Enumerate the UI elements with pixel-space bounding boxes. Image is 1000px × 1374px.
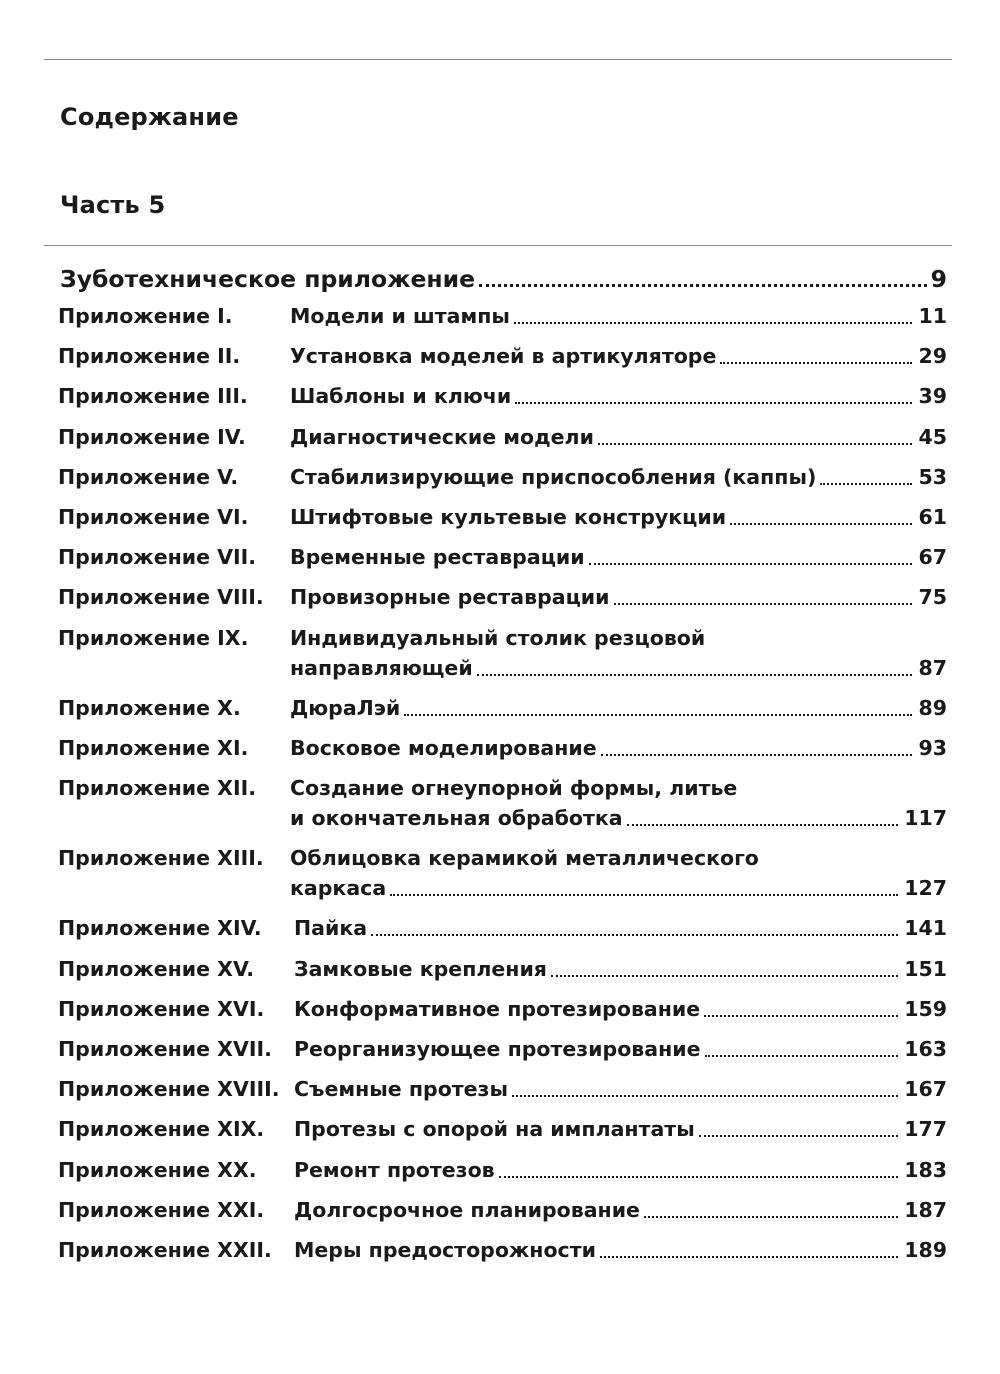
entry-page: 87 — [918, 655, 947, 680]
entry-page: 53 — [918, 464, 947, 489]
entry-page: 167 — [904, 1077, 947, 1102]
entry-title: Шаблоны и ключи — [290, 384, 512, 409]
appendix-label: Приложение III. — [58, 384, 248, 409]
toc-entry[interactable] — [58, 1195, 947, 1225]
entry-title: Ремонт протезов — [294, 1157, 495, 1182]
entry-title: Замковые крепления — [294, 956, 547, 981]
appendix-label: Приложение XVI. — [58, 996, 265, 1021]
entry-row — [290, 301, 947, 331]
toc-entry[interactable] — [58, 954, 947, 984]
leader-dots — [404, 714, 912, 716]
appendix-label: Приложение XV. — [58, 956, 254, 981]
leader-dots — [598, 443, 913, 445]
section-rule — [44, 245, 952, 246]
leader-dots — [514, 322, 913, 324]
part-title: Часть 5 — [60, 191, 166, 219]
entry-page: 75 — [918, 585, 947, 610]
leader-dots — [627, 824, 899, 826]
appendix-label: Приложение XIV. — [58, 916, 262, 941]
entry-page: 177 — [904, 1117, 947, 1142]
entry-title: Модели и штампы — [290, 304, 510, 328]
leader-dots — [477, 674, 913, 676]
entry-title: и окончательная обработка — [290, 806, 623, 831]
entry-body — [294, 1034, 947, 1064]
appendix-label: Приложение IX. — [58, 625, 249, 650]
entry-page: 127 — [904, 876, 947, 901]
toc-entry[interactable] — [58, 301, 947, 331]
entry-page: 163 — [904, 1037, 947, 1061]
appendix-label: Приложение XXI. — [58, 1197, 265, 1222]
entry-row — [294, 1155, 947, 1185]
page-title: Содержание — [60, 103, 239, 131]
entry-title: Протезы с опорой на имплантаты — [294, 1117, 695, 1142]
toc-entry[interactable] — [58, 582, 947, 612]
section-entry[interactable] — [60, 257, 947, 293]
entry-title: ДюраЛэй — [290, 695, 401, 720]
entry-body — [294, 954, 947, 984]
entry-body — [294, 1155, 947, 1185]
entry-row — [290, 381, 947, 411]
entry-title: каркаса — [290, 876, 387, 901]
leader-dots — [730, 523, 912, 525]
leader-dots — [390, 894, 898, 896]
entry-title: Долгосрочное планирование — [294, 1197, 640, 1222]
entry-page: 187 — [904, 1197, 947, 1222]
entry-row — [294, 1235, 947, 1265]
entry-body — [294, 994, 947, 1024]
entry-title: Диагностические модели — [290, 424, 594, 449]
entry-page: 117 — [904, 806, 947, 831]
entry-body — [290, 301, 947, 331]
toc-entry[interactable] — [58, 733, 947, 763]
toc-entry[interactable] — [58, 913, 947, 943]
appendix-label: Приложение XII. — [58, 776, 257, 801]
entry-page: 141 — [904, 916, 947, 941]
toc-entry[interactable] — [58, 1235, 947, 1265]
entry-body — [294, 1074, 947, 1104]
entry-title: Пайка — [294, 916, 368, 941]
entry-page: 45 — [918, 424, 947, 449]
appendix-label: Приложение VI. — [58, 504, 249, 529]
leader-dots — [720, 362, 912, 364]
entry-title: Штифтовые культевые конструкции — [290, 504, 727, 529]
entry-body — [290, 502, 947, 532]
toc-entry[interactable] — [58, 623, 947, 683]
leader-dots — [601, 754, 913, 756]
entry-page: 61 — [918, 504, 947, 529]
toc-list — [58, 301, 947, 1275]
entry-body — [294, 913, 947, 943]
leader-dots — [371, 934, 898, 936]
toc-entry[interactable] — [58, 341, 947, 371]
toc-entry[interactable] — [58, 843, 947, 903]
entry-title: Меры предосторожности — [294, 1237, 596, 1262]
leader-dots — [479, 284, 927, 287]
entry-row — [290, 582, 947, 612]
entry-row — [294, 1114, 947, 1144]
leader-dots — [551, 975, 898, 977]
toc-entry[interactable] — [58, 994, 947, 1024]
section-title: Зуботехническое приложение — [60, 265, 476, 293]
toc-entry[interactable] — [58, 1074, 947, 1104]
toc-entry[interactable] — [58, 502, 947, 532]
leader-dots — [614, 603, 913, 605]
entry-title-line1: Индивидуальный столик резцовой — [290, 625, 706, 650]
entry-row — [290, 502, 947, 532]
entry-body — [290, 693, 947, 723]
entry-title: Провизорные реставрации — [290, 585, 610, 610]
entry-page: 183 — [904, 1157, 947, 1182]
leader-dots — [704, 1015, 898, 1017]
entry-title: Временные реставрации — [290, 545, 585, 570]
entry-page: 67 — [918, 545, 947, 570]
entry-body — [290, 381, 947, 411]
entry-title: направляющей — [290, 655, 473, 680]
toc-entry[interactable] — [58, 422, 947, 452]
entry-body — [294, 1114, 947, 1144]
entry-page: 159 — [904, 996, 947, 1021]
entry-body — [294, 1235, 947, 1265]
leader-dots — [820, 483, 912, 485]
entry-row — [294, 1034, 947, 1064]
entry-row — [290, 341, 947, 371]
entry-row — [294, 913, 947, 943]
entry-body — [294, 1195, 947, 1225]
entry-row — [294, 954, 947, 984]
toc-entry[interactable] — [58, 773, 947, 833]
entry-title: Стабилизирующие приспособления (каппы) — [290, 464, 817, 489]
appendix-label: Приложение VII. — [58, 545, 257, 570]
entry-body — [290, 623, 947, 683]
appendix-label: Приложение XVIII. — [58, 1077, 280, 1102]
entry-title-line1: Создание огнеупорной формы, литье — [290, 776, 738, 801]
entry-title: Конформативное протезирование — [294, 996, 701, 1021]
leader-dots — [699, 1135, 898, 1137]
leader-dots — [589, 563, 913, 565]
leader-dots — [600, 1256, 898, 1258]
appendix-label: Приложение XIII. — [58, 846, 264, 871]
appendix-label: Приложение II. — [58, 344, 241, 369]
entry-body — [290, 582, 947, 612]
toc-entry[interactable] — [58, 1114, 947, 1144]
entry-title: Установка моделей в артикуляторе — [290, 344, 717, 369]
appendix-label: Приложение XIX. — [58, 1117, 265, 1142]
appendix-label: Приложение V. — [58, 464, 239, 489]
entry-row — [290, 653, 947, 683]
top-rule — [44, 59, 952, 60]
toc-entry[interactable] — [58, 381, 947, 411]
entry-body — [290, 733, 947, 763]
entry-body — [290, 341, 947, 371]
entry-page: 189 — [904, 1237, 947, 1262]
leader-dots — [499, 1176, 899, 1178]
leader-dots — [515, 402, 912, 404]
appendix-label: Приложение XVII. — [58, 1037, 272, 1061]
entry-body — [290, 542, 947, 572]
entry-page: 89 — [918, 695, 947, 720]
toc-entry[interactable] — [58, 693, 947, 723]
entry-body — [290, 422, 947, 452]
entry-row — [290, 733, 947, 763]
entry-title: Съемные протезы — [294, 1077, 509, 1102]
entry-page: 151 — [904, 956, 947, 981]
entry-body — [290, 773, 947, 833]
appendix-label: Приложение XX. — [58, 1157, 257, 1182]
entry-title: Восковое моделирование — [290, 735, 597, 760]
entry-title-line1: Облицовка керамикой металлического — [290, 846, 759, 871]
leader-dots — [644, 1216, 898, 1218]
entry-page: 93 — [918, 735, 947, 760]
entry-page: 39 — [918, 384, 947, 409]
appendix-label: Приложение X. — [58, 695, 241, 720]
appendix-label: Приложение VIII. — [58, 585, 264, 610]
entry-page: 11 — [918, 304, 947, 328]
toc-entry[interactable] — [58, 542, 947, 572]
entry-row — [290, 873, 947, 903]
toc-entry[interactable] — [58, 1034, 947, 1064]
appendix-label: Приложение XXII. — [58, 1237, 272, 1262]
entry-body — [290, 462, 947, 492]
entry-row — [290, 422, 947, 452]
entry-page: 29 — [918, 344, 947, 369]
toc-entry[interactable] — [58, 1155, 947, 1185]
leader-dots — [512, 1095, 898, 1097]
section-page: 9 — [930, 265, 947, 293]
entry-title: Реорганизующее протезирование — [294, 1037, 701, 1061]
appendix-label: Приложение XI. — [58, 735, 249, 760]
leader-dots — [705, 1055, 899, 1057]
entry-row — [290, 693, 947, 723]
entry-row — [290, 462, 947, 492]
entry-row — [290, 542, 947, 572]
entry-body — [290, 843, 947, 903]
appendix-label: Приложение I. — [58, 304, 233, 328]
appendix-label: Приложение IV. — [58, 424, 246, 449]
entry-row — [294, 994, 947, 1024]
entry-row — [294, 1195, 947, 1225]
entry-row — [290, 803, 947, 833]
entry-row — [294, 1074, 947, 1104]
toc-entry[interactable] — [58, 462, 947, 492]
